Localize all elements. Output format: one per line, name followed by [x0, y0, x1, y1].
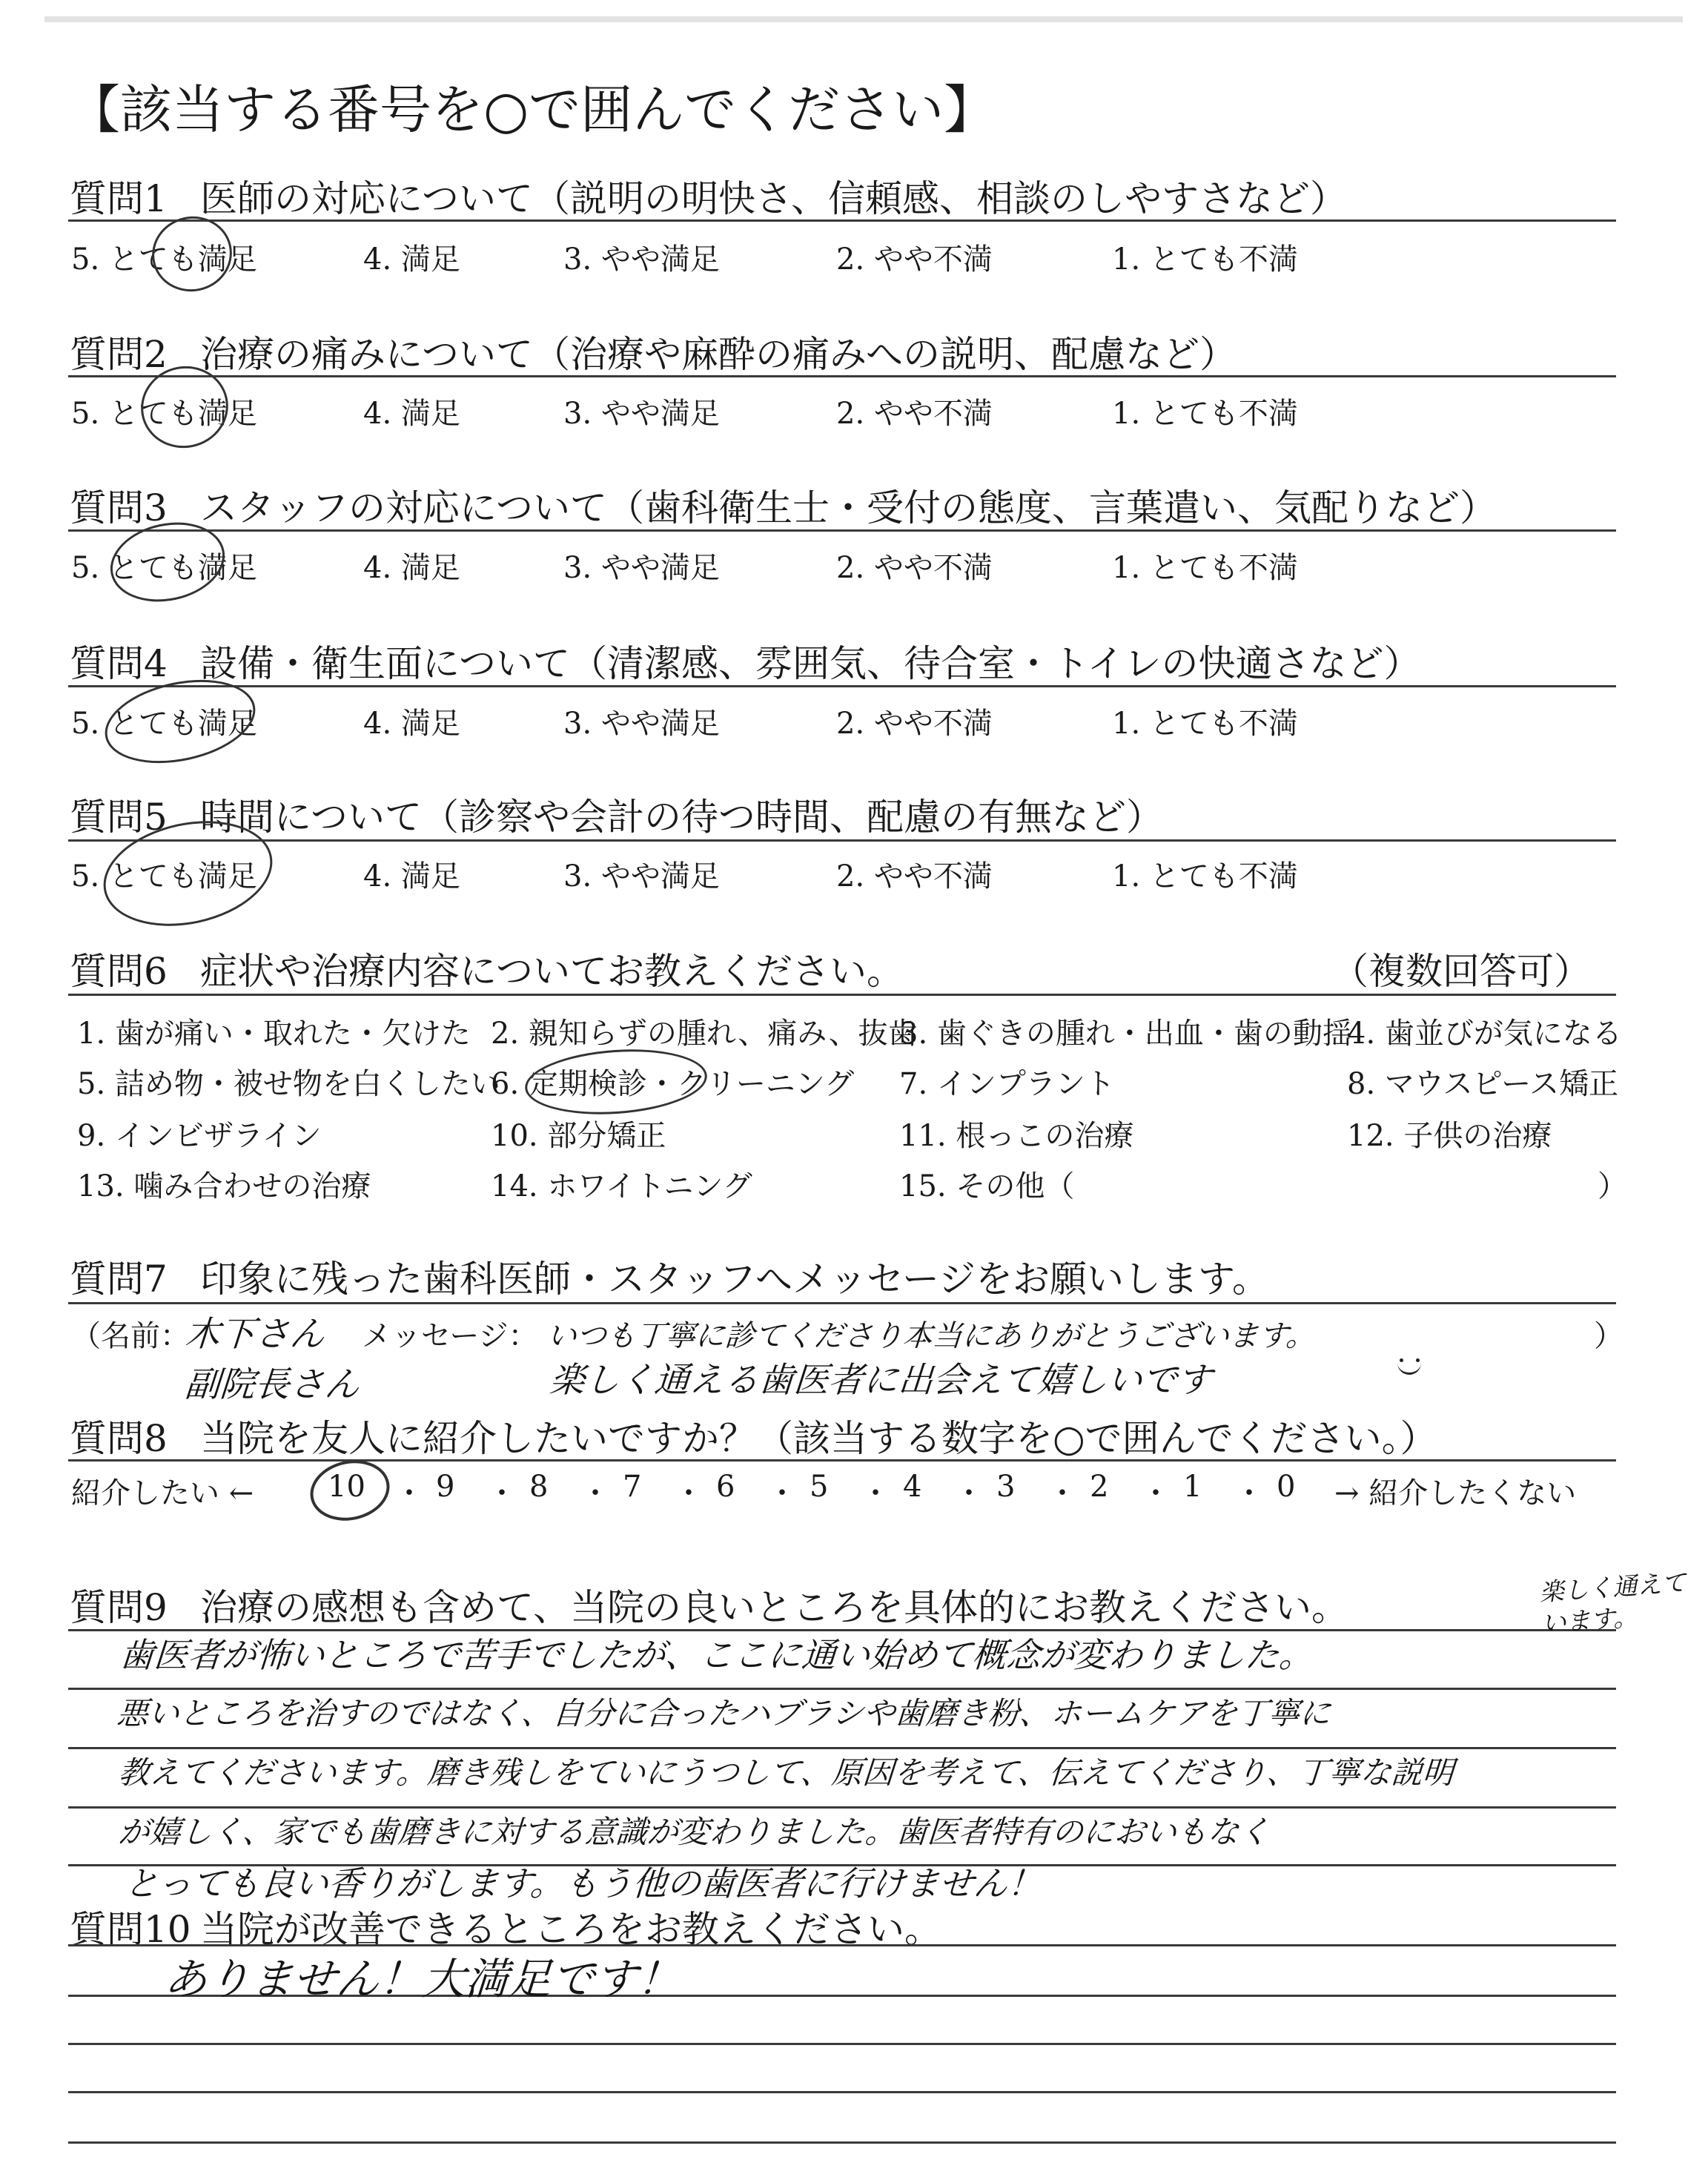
q6-option-9[interactable]: 9. インビザライン	[77, 1119, 322, 1153]
scale-separator: ・	[1234, 1476, 1264, 1510]
question-text: 医師の対応について（説明の明快さ、信頼感、相談のしやすさなど）	[200, 177, 1347, 220]
q8-answer-circle	[305, 1453, 395, 1528]
q2-option-5[interactable]: 5. とても満足	[71, 397, 257, 431]
question-2	[70, 325, 1237, 378]
scale-separator: ・	[861, 1476, 890, 1510]
q5-option-3[interactable]: 3. やや満足	[563, 859, 720, 894]
question-number: 質問10	[70, 1908, 191, 1951]
question-8	[70, 1409, 1437, 1462]
question-number: 質問1	[70, 177, 168, 220]
q5-option-2[interactable]: 2. やや不満	[836, 859, 993, 894]
answer-rule	[68, 994, 1616, 996]
scale-5[interactable]: 5	[810, 1470, 829, 1504]
scale-separator: ・	[767, 1476, 797, 1510]
question-9	[70, 1578, 1348, 1631]
q3-option-4[interactable]: 4. 満足	[363, 551, 460, 585]
page-title: 【該当する番号を○で囲んでください】	[68, 79, 996, 140]
top-scan-edge	[44, 16, 1683, 22]
message-line1: いつも丁寧に診てくださり本当にありがとうございます。	[546, 1319, 1317, 1353]
q9-answer-line-4: が嬉しく、家でも歯磨きに対する意識が変わりました。歯医者特有のにおいもなく	[117, 1814, 1271, 1850]
smile-eye	[1416, 1358, 1420, 1362]
q4-option-3[interactable]: 3. やや満足	[563, 707, 720, 741]
scale-7[interactable]: 7	[623, 1470, 642, 1504]
q9-answer-line-5: とっても良い香りがします。もう他の歯医者に行けません！	[122, 1863, 1044, 1903]
q5-option-4[interactable]: 4. 満足	[363, 859, 460, 894]
q1-option-4[interactable]: 4. 満足	[363, 242, 460, 277]
answer-rule	[68, 375, 1616, 377]
q2-option-3[interactable]: 3. やや満足	[563, 397, 720, 431]
q3-option-5[interactable]: 5. とても満足	[71, 551, 257, 585]
scale-10[interactable]: 10	[328, 1470, 365, 1504]
q6-option-14[interactable]: 14. ホワイトニング	[491, 1169, 752, 1203]
answer-rule	[68, 529, 1616, 532]
q2-option-4[interactable]: 4. 満足	[363, 397, 460, 431]
question-3	[70, 478, 1497, 532]
question-number: 質問5	[70, 796, 168, 839]
staff-name-line1: 木下さん	[183, 1314, 326, 1355]
q6-option-5[interactable]: 5. 詰め物・被せ物を白くしたい	[77, 1067, 500, 1101]
q9-answer-line-2: 悪いところを治すのではなく、自分に合ったハブラシや歯磨き粉、ホームケアを丁寧に	[116, 1695, 1332, 1731]
scale-1[interactable]: 1	[1183, 1470, 1202, 1504]
scale-separator: ・	[954, 1476, 984, 1510]
question-text: 印象に残った歯科医師・スタッフへメッセージをお願いします。	[200, 1258, 1269, 1301]
scale-2[interactable]: 2	[1090, 1470, 1109, 1504]
scale-4[interactable]: 4	[903, 1470, 922, 1504]
q3-option-2[interactable]: 2. やや不満	[836, 551, 993, 585]
q6-option-11[interactable]: 11. 根っこの治療	[899, 1119, 1134, 1153]
q6-other-close: ）	[1598, 1169, 1627, 1203]
q6-option-8[interactable]: 8. マウスピース矯正	[1347, 1067, 1619, 1101]
question-1	[70, 169, 1347, 222]
q4-option-2[interactable]: 2. やや不満	[836, 707, 993, 741]
question-text: 時間について（診察や会計の待つ時間、配慮の有無など）	[200, 796, 1163, 839]
q9-answer-line-3: 教えてくださいます。磨き残しをていにうつして、原因を考えて、伝えてくださり、丁寧な説明	[117, 1754, 1455, 1791]
question-text: 当院を友人に紹介したいですか？（該当する数字を○で囲んでください。）	[200, 1417, 1437, 1460]
q9-side-note-line1: 楽しく通えて	[1538, 1568, 1687, 1607]
smile-doodle	[1397, 1361, 1421, 1375]
answer-rule	[68, 839, 1616, 842]
answer-rule	[68, 2043, 1616, 2045]
question-6	[70, 942, 904, 995]
smile-eye	[1400, 1358, 1403, 1362]
q1-option-1[interactable]: 1. とても不満	[1112, 242, 1298, 277]
question-text: 治療の感想も含めて、当院の良いところを具体的にお教えください。	[200, 1586, 1348, 1629]
answer-rule	[68, 1459, 1616, 1462]
q9-answer-line-1: 歯医者が怖いところで苦手でしたが、ここに通い始めて概念が変わりました。	[118, 1635, 1315, 1675]
q6-option-6[interactable]: 6. 定期検診・クリーニング	[491, 1067, 855, 1101]
message-close: ）	[1594, 1319, 1623, 1353]
q9-side-note-line2: います。	[1540, 1602, 1639, 1638]
scale-separator: ・	[394, 1476, 424, 1510]
q9-side-note	[1538, 1567, 1689, 1639]
scale-separator: ・	[1141, 1476, 1171, 1510]
staff-name-line2: 副院長さん	[183, 1364, 361, 1405]
question-text: 設備・衛生面について（清潔感、雰囲気、待合室・トイレの快適さなど）	[200, 642, 1421, 685]
q6-option-7[interactable]: 7. インプラント	[899, 1067, 1115, 1101]
q6-option-13[interactable]: 13. 噛み合わせの治療	[77, 1169, 371, 1203]
question-number: 質問6	[70, 950, 168, 993]
message-line2: 楽しく通える歯医者に出会えて嬉しいです	[548, 1360, 1214, 1401]
q10-answer: ありません！大満足です！	[162, 1954, 683, 2004]
question-number: 質問4	[70, 642, 168, 685]
answer-rule	[68, 685, 1616, 687]
answer-rule	[68, 219, 1616, 222]
recommend-right-label: → 紹介したくない	[1334, 1476, 1577, 1510]
q6-option-10[interactable]: 10. 部分矯正	[491, 1119, 666, 1153]
question-text: 当院が改善できるところをお教えください。	[200, 1908, 941, 1951]
scale-8[interactable]: 8	[529, 1470, 549, 1504]
question-number: 質問3	[70, 486, 168, 529]
answer-rule	[68, 2091, 1616, 2093]
q6-option-3[interactable]: 3. 歯ぐきの腫れ・出血・歯の動揺	[899, 1017, 1352, 1051]
question-number: 質問9	[70, 1586, 168, 1629]
question-number: 質問2	[70, 333, 168, 376]
q2-option-2[interactable]: 2. やや不満	[836, 397, 993, 431]
q1-option-3[interactable]: 3. やや満足	[563, 242, 720, 277]
q1-option-5[interactable]: 5. とても満足	[71, 242, 257, 277]
scale-6[interactable]: 6	[716, 1470, 735, 1504]
scale-0[interactable]: 0	[1277, 1470, 1296, 1504]
q6-option-1[interactable]: 1. 歯が痛い・取れた・欠けた	[77, 1017, 471, 1051]
scale-9[interactable]: 9	[436, 1470, 455, 1504]
q6-option-15[interactable]: 15. その他（	[899, 1169, 1075, 1203]
q2-option-1[interactable]: 1. とても不満	[1112, 397, 1298, 431]
q5-option-1[interactable]: 1. とても不満	[1112, 859, 1298, 894]
multiple-answer-note: （複数回答可）	[1331, 950, 1591, 993]
q3-option-1[interactable]: 1. とても不満	[1112, 551, 1298, 585]
q4-option-1[interactable]: 1. とても不満	[1112, 707, 1298, 741]
q4-option-5[interactable]: 5. とても満足	[71, 707, 257, 741]
scale-separator: ・	[1047, 1476, 1077, 1510]
q6-answer-circle	[523, 1044, 709, 1120]
q5-option-5[interactable]: 5. とても満足	[71, 859, 257, 894]
scale-separator: ・	[674, 1476, 704, 1510]
q1-answer-circle	[145, 209, 239, 299]
q6-option-12[interactable]: 12. 子供の治療	[1347, 1119, 1552, 1153]
question-text: 治療の痛みについて（治療や麻酔の痛みへの説明、配慮など）	[200, 333, 1237, 376]
q6-option-4[interactable]: 4. 歯並びが気になる	[1347, 1017, 1622, 1051]
answer-rule	[68, 1302, 1616, 1304]
question-4	[70, 634, 1421, 687]
scale-separator: ・	[580, 1476, 610, 1510]
answer-rule	[68, 2141, 1616, 2144]
q3-option-3[interactable]: 3. やや満足	[563, 551, 720, 585]
question-number: 質問8	[70, 1417, 168, 1460]
question-number: 質問7	[70, 1258, 168, 1301]
question-text: 症状や治療内容についてお教えください。	[200, 950, 904, 993]
message-label: メッセージ：	[362, 1319, 538, 1353]
q1-option-2[interactable]: 2. やや不満	[836, 242, 993, 277]
scale-3[interactable]: 3	[996, 1470, 1016, 1504]
q6-option-2[interactable]: 2. 親知らずの腫れ、痛み、抜歯	[491, 1017, 918, 1051]
name-label: （名前：	[71, 1319, 190, 1353]
q4-option-4[interactable]: 4. 満足	[363, 707, 460, 741]
question-text: スタッフの対応について（歯科衛生士・受付の態度、言葉遣い、気配りなど）	[200, 486, 1497, 529]
recommend-left-label: 紹介したい ←	[71, 1476, 254, 1510]
question-7	[70, 1249, 1269, 1303]
scale-separator: ・	[487, 1476, 517, 1510]
